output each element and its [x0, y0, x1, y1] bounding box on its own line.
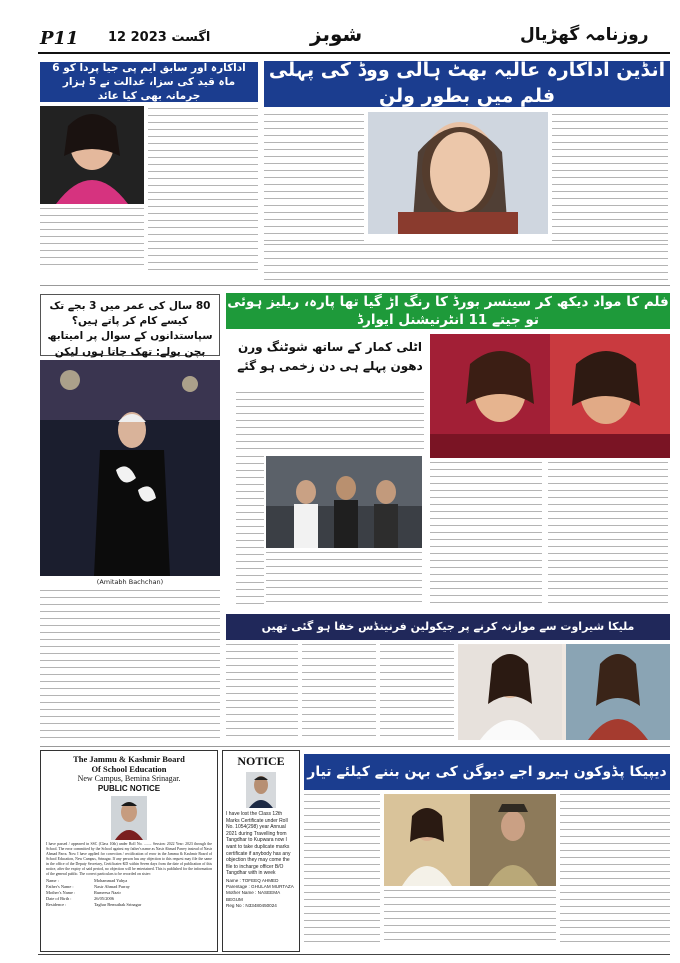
deepika-text-col-2 — [304, 794, 380, 942]
notice-row-label: Parentage : — [226, 884, 250, 890]
newspaper-name: روزنامہ گھڑیال — [520, 25, 649, 45]
mallika-text-col-2 — [302, 644, 376, 742]
film-text-col-2 — [548, 462, 668, 606]
notice-row-label: Mother Name : — [226, 890, 257, 896]
divider — [40, 285, 670, 286]
atlee-photo — [266, 456, 422, 548]
notice-heading: NOTICE — [237, 754, 285, 768]
film-poster — [430, 334, 670, 458]
applicant-photo — [246, 772, 276, 808]
amitabh-caption: (Amitabh Bachchan) — [96, 578, 164, 586]
amitabh-quote: 80 سال کی عمر میں 3 بجے تک کیسے کام کر پاتے ہیں؟ سپاستدانوں کے سوال پر امیتابھ بچن بولے: تھک جاتا ہوں لیکن — [40, 294, 220, 356]
student-photo — [111, 796, 147, 840]
jaya-text-col-1 — [148, 108, 258, 270]
alia-text-col-2 — [264, 114, 364, 242]
notice-row-value: NASEEMA BEGUM — [226, 890, 280, 902]
notice-board-heading: PUBLIC NOTICE — [97, 784, 161, 793]
notice-row-value: Rumeesa Nazir — [94, 890, 121, 895]
mallika-text-col-3 — [380, 644, 454, 742]
notice-row-label: Name : — [226, 877, 241, 883]
amitabh-photo — [40, 360, 220, 576]
atlee-text-side — [236, 456, 264, 606]
alia-headline: انڈین اداکارہ عالیہ بھٹ ہالی ووڈ کی پہلی فلم میں بطورِ ولن — [264, 61, 670, 107]
notice-row-value: N33480450024 — [245, 902, 277, 908]
deepika-headline: دیپیکا پڈوکون ہیرو اجے دیوگن کی بہن بننے کیلئے تیار — [304, 754, 670, 790]
section-title: شوبز — [310, 22, 363, 46]
lost-certificate-notice — [222, 750, 300, 952]
atlee-text-top — [236, 392, 424, 452]
notice-board-address: New Campus, Bemina Srinagar. — [77, 774, 181, 783]
divider — [40, 746, 670, 747]
alia-text-col-1 — [552, 114, 668, 242]
notice-row-label: Father's Name : — [46, 884, 74, 889]
mallika-headline: ملیکا شیراوت سے موازنہ کرنے پر جیکولین فرنینڈس خفا ہو گئی تھیں — [226, 614, 670, 640]
notice-row-label: Reg No : — [226, 902, 245, 908]
notice-body: I have lost the Class 12th Marks Certificate under Roll No. 1054(298) year Annual 2021 during Travelling from Tangdhar to Kupwara now I want to take duplicate marks certificate if anybody has any objection they may come the file to incharge officer B/O Tangdhar with in week — [226, 811, 291, 877]
deepika-photos — [384, 794, 556, 886]
notice-row-label: Name : — [46, 878, 59, 883]
page-number: P11 — [40, 28, 79, 49]
jaya-headline: اداکارہ اور سابق ایم پی جیا پردا کو 6 ماہ قید کی سزا، عدالت نے 5 ہزار جرمانہ بھی کیا عائد — [40, 62, 258, 102]
notice-board-title: The Jammu & Kashmir Board — [73, 754, 185, 764]
mallika-text-col-1 — [226, 644, 298, 742]
notice-board-subtitle: Of School Education — [91, 764, 167, 774]
notice-row-label: Mother's Name : — [46, 890, 76, 895]
issue-date: 12 اگست 2023 — [108, 30, 211, 45]
notice-row-value: TOFEEQ AHMED — [242, 877, 279, 883]
amitabh-text — [40, 590, 220, 740]
notice-row-value: GHULAM MURTAZA — [251, 884, 294, 890]
notice-board-body: I have passed / appeared in SSC (Class 10th) under Roll No. ........ Session: 2022 Year: 2023 through the School. The error committed by the School against my father's name as Nasir Ahmad Parrey instead of Nasir Ahmad Parra. Now I have applied for correction / rectification of error in the Jammu & Kashmir Board of School Education, New Campus, Srinagar. If any person has any objection to this request may file the same in the office of the Deputy Secretary, Certificates-KD within Seven days from the date of publication of this notice, after the expiry of said period, no objection will be entertained. This is published for the information of the general public. The correct particulars to be recorded on sister: — [46, 842, 212, 876]
masthead-rule — [38, 52, 670, 54]
atlee-text-bottom — [266, 552, 422, 606]
deepika-text-bottom — [384, 890, 556, 942]
notice-row-value: Nasir Ahmad Parray — [94, 884, 130, 889]
notice-row-value: Mohammad Yahya — [94, 878, 128, 883]
notice-row-label: Residence : — [46, 902, 67, 907]
jaya-text-col-2 — [40, 208, 144, 270]
mallika-photos — [458, 644, 670, 740]
alia-text-bottom — [264, 244, 668, 282]
film-text-col-1 — [430, 462, 542, 606]
alia-photo — [368, 112, 548, 234]
footer-rule — [38, 954, 670, 955]
notice-row-value: 26/05/2006 — [94, 896, 115, 901]
notice-row-label: Date of Birth : — [46, 896, 72, 901]
jk-board-notice — [40, 750, 218, 952]
atlee-headline: اٹلی کمار کے ساتھ شوٹنگ ورن دھون پہلے ہی دن زخمی ہو گئے — [237, 340, 423, 374]
jaya-photo — [40, 106, 144, 204]
deepika-text-col-1 — [560, 794, 670, 942]
notice-row-value: Taghar Bemuthak Srinagar — [94, 902, 142, 907]
film-headline: فلم کا مواد دیکھ کر سینسر بورڈ کا رنگ اڑ گیا تھا پارہ، ریلیز ہوئی تو جیتے 11 انٹرنیشنل ایوارڈ — [227, 293, 669, 328]
